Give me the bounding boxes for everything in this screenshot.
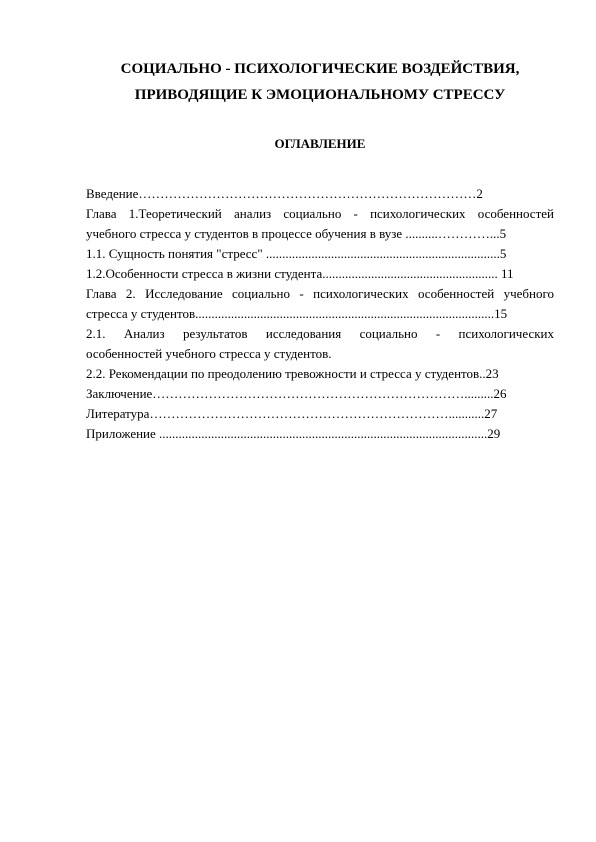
toc-entry-section-2-1	[86, 324, 554, 364]
toc-entry-introduction: Введение……………………………………………………………………2	[86, 186, 483, 201]
document-title	[60, 56, 580, 108]
toc-entry-chapter-1	[86, 204, 554, 244]
toc-entry-chapter-1-line-2: учебного стресса у студентов в процессе обучения в вузе ..........…………...5	[86, 226, 507, 241]
toc-entry-chapter-1-line-1: Глава 1.Теоретический анализ социально - психологических особенностей	[86, 206, 554, 221]
toc-heading: ОГЛАВЛЕНИЕ	[274, 136, 366, 151]
toc-entry-chapter-2-line-1: Глава 2. Исследование социально - психологических особенностей учебного	[86, 286, 554, 301]
table-of-contents	[86, 184, 554, 444]
toc-entry-appendix: Приложение .....................................................................................................29	[86, 426, 501, 441]
toc-entry-section-2-2: 2.2. Рекомендации по преодолению тревожности и стресса у студентов..23	[86, 366, 499, 381]
toc-entry-section-2-1-line-1: 2.1. Анализ результатов исследования социально - психологических	[86, 326, 554, 341]
toc-entry-literature: Литература……………………………………………………………...........27	[86, 406, 498, 421]
toc-entry-conclusion: Заключение……………………………………………………………….........26	[86, 386, 507, 401]
toc-entry-section-1-1: 1.1. Сущность понятия "стресс" ........................................................................5	[86, 246, 507, 261]
title-line-1: СОЦИАЛЬНО - ПСИХОЛОГИЧЕСКИЕ ВОЗДЕЙСТВИЯ,	[120, 61, 520, 77]
toc-entry-section-1-2: 1.2.Особенности стресса в жизни студента...................................................... 11	[86, 266, 514, 281]
toc-entry-chapter-2-line-2: стресса у студентов............................................................................................15	[86, 306, 508, 321]
title-line-2: ПРИВОДЯЩИЕ К ЭМОЦИОНАЛЬНОМУ СТРЕССУ	[134, 87, 506, 103]
toc-entry-chapter-2	[86, 284, 554, 324]
toc-entry-section-2-1-line-2: особенностей учебного стресса у студентов.	[86, 346, 332, 361]
